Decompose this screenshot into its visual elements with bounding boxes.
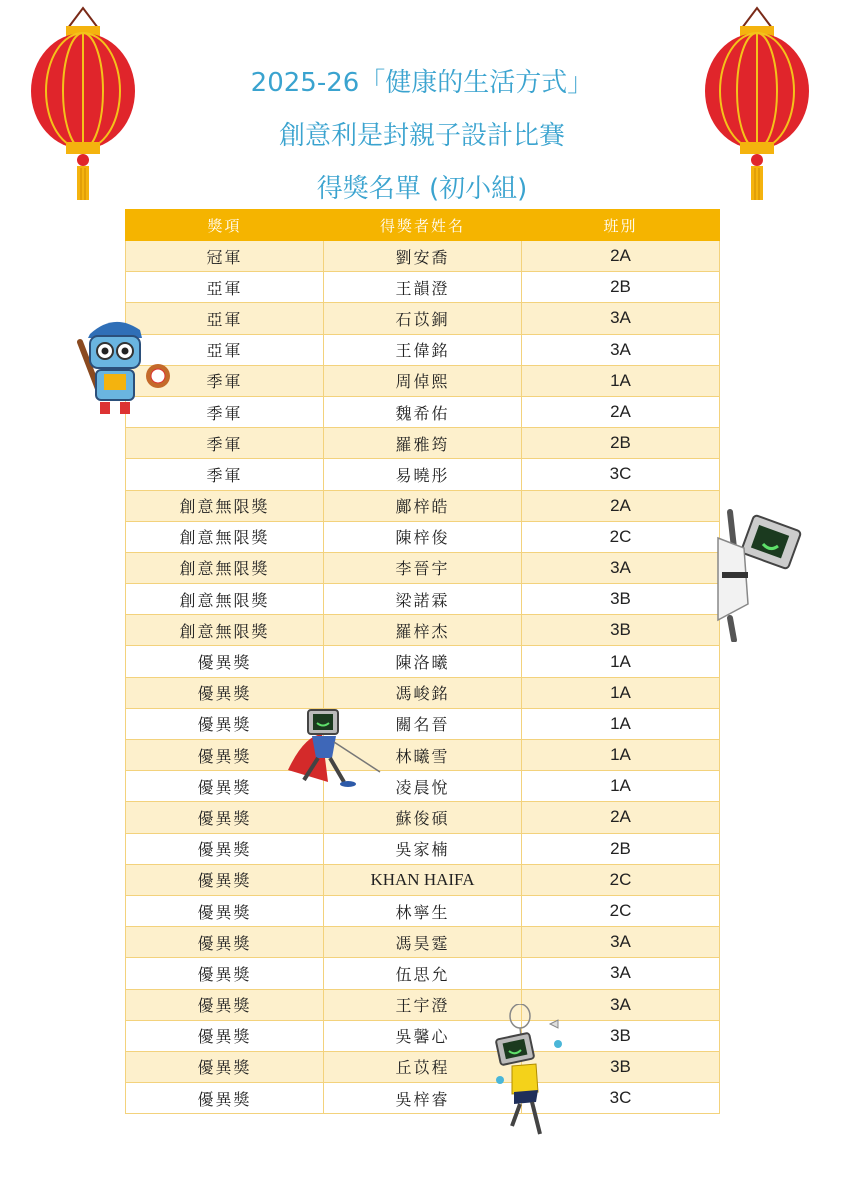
winner-name-cell: 馮昊霆	[324, 927, 522, 958]
table-row	[126, 552, 720, 583]
winner-name-cell: 王韻澄	[324, 272, 522, 303]
winner-name-cell: 吳馨心	[324, 1020, 522, 1051]
award-cell: 優異獎	[126, 864, 324, 895]
table-row	[126, 771, 720, 802]
class-cell: 3A	[522, 303, 720, 334]
class-cell: 2B	[522, 833, 720, 864]
class-cell: 1A	[522, 677, 720, 708]
award-cell: 冠軍	[126, 241, 324, 272]
table-row	[126, 927, 720, 958]
winner-name-cell: 蘇俊碩	[324, 802, 522, 833]
table-row	[126, 895, 720, 926]
award-cell: 優異獎	[126, 677, 324, 708]
winner-name-cell: 魏希佑	[324, 396, 522, 427]
class-cell: 1A	[522, 365, 720, 396]
table-row	[126, 521, 720, 552]
class-cell: 3C	[522, 1083, 720, 1114]
winner-name-cell: 丘苡程	[324, 1051, 522, 1082]
table-row	[126, 740, 720, 771]
award-cell: 優異獎	[126, 771, 324, 802]
table-row	[126, 833, 720, 864]
winner-name-cell: 關名晉	[324, 708, 522, 739]
award-cell: 優異獎	[126, 1083, 324, 1114]
class-cell: 3A	[522, 958, 720, 989]
table-header-row	[126, 210, 720, 241]
table-row	[126, 1051, 720, 1082]
winner-name-cell: 羅梓杰	[324, 615, 522, 646]
class-cell: 2B	[522, 272, 720, 303]
winner-name-cell: 石苡銅	[324, 303, 522, 334]
table-row	[126, 646, 720, 677]
class-cell: 2C	[522, 864, 720, 895]
table-row	[126, 272, 720, 303]
table-row	[126, 334, 720, 365]
award-cell: 優異獎	[126, 708, 324, 739]
winner-name-cell: 周倬熙	[324, 365, 522, 396]
class-cell: 1A	[522, 646, 720, 677]
award-cell: 優異獎	[126, 958, 324, 989]
class-cell: 1A	[522, 771, 720, 802]
table-row	[126, 802, 720, 833]
table-row	[126, 365, 720, 396]
class-cell: 3B	[522, 1051, 720, 1082]
class-cell: 2A	[522, 396, 720, 427]
title-line-2: 創意利是封親子設計比賽	[278, 121, 565, 151]
award-cell: 亞軍	[126, 303, 324, 334]
karate-robot-icon	[708, 508, 804, 642]
winner-name-cell: 吳梓睿	[324, 1083, 522, 1114]
lantern-right-icon	[704, 4, 810, 204]
award-cell: 創意無限獎	[126, 521, 324, 552]
award-cell: 優異獎	[126, 1020, 324, 1051]
class-cell: 3A	[522, 552, 720, 583]
award-cell: 創意無限獎	[126, 490, 324, 521]
winner-name-cell: 伍思允	[324, 958, 522, 989]
award-cell: 亞軍	[126, 334, 324, 365]
award-cell: 優異獎	[126, 927, 324, 958]
header-class: 班別	[522, 210, 720, 241]
baseball-robot-icon	[72, 312, 176, 418]
table-row	[126, 241, 720, 272]
winner-name-cell: 易曉彤	[324, 459, 522, 490]
class-cell: 1A	[522, 708, 720, 739]
table-row	[126, 428, 720, 459]
winner-name-cell: 林曦雪	[324, 740, 522, 771]
table-row	[126, 1020, 720, 1051]
winner-name-cell: 陳梓俊	[324, 521, 522, 552]
class-cell: 3B	[522, 615, 720, 646]
award-cell: 季軍	[126, 428, 324, 459]
award-cell: 亞軍	[126, 272, 324, 303]
table-row	[126, 396, 720, 427]
table-row	[126, 303, 720, 334]
table-row	[126, 490, 720, 521]
award-cell: 優異獎	[126, 802, 324, 833]
class-cell: 3B	[522, 584, 720, 615]
award-cell: 季軍	[126, 396, 324, 427]
table-row	[126, 677, 720, 708]
winner-name-cell: 羅雅筠	[324, 428, 522, 459]
table-row	[126, 615, 720, 646]
header-winner-name: 得獎者姓名	[324, 210, 522, 241]
title-line-3: 得獎名單 (初小組)	[316, 174, 528, 204]
award-cell: 季軍	[126, 459, 324, 490]
class-cell: 2A	[522, 241, 720, 272]
header-award: 獎項	[126, 210, 324, 241]
class-cell: 3C	[522, 459, 720, 490]
class-cell: 1A	[522, 740, 720, 771]
award-cell: 優異獎	[126, 1051, 324, 1082]
class-cell: 3A	[522, 989, 720, 1020]
award-cell: 優異獎	[126, 740, 324, 771]
class-cell: 2A	[522, 802, 720, 833]
class-cell: 2C	[522, 895, 720, 926]
winner-name-cell: 馮峻銘	[324, 677, 522, 708]
winner-name-cell: 吳家楠	[324, 833, 522, 864]
title-line-1: 2025-26「健康的生活方式」	[250, 68, 594, 98]
table-row	[126, 864, 720, 895]
award-cell: 創意無限獎	[126, 552, 324, 583]
winner-name-cell: 王偉銘	[324, 334, 522, 365]
class-cell: 2A	[522, 490, 720, 521]
award-cell: 優異獎	[126, 895, 324, 926]
winner-name-cell: 李晉宇	[324, 552, 522, 583]
winner-name-cell: KHAN HAIFA	[324, 864, 522, 895]
table-row	[126, 459, 720, 490]
fencing-robot-icon	[284, 708, 384, 790]
winner-name-cell: 林寧生	[324, 895, 522, 926]
winner-name-cell: 鄺梓皓	[324, 490, 522, 521]
class-cell: 3A	[522, 927, 720, 958]
class-cell: 3A	[522, 334, 720, 365]
class-cell: 2C	[522, 521, 720, 552]
class-cell: 2B	[522, 428, 720, 459]
award-cell: 優異獎	[126, 646, 324, 677]
table-row	[126, 584, 720, 615]
winner-name-cell: 陳洛曦	[324, 646, 522, 677]
table-row	[126, 1083, 720, 1114]
award-cell: 優異獎	[126, 833, 324, 864]
award-cell: 季軍	[126, 365, 324, 396]
awards-table	[125, 209, 720, 1114]
table-row	[126, 708, 720, 739]
award-cell: 創意無限獎	[126, 584, 324, 615]
table-row	[126, 989, 720, 1020]
winner-name-cell: 梁諾霖	[324, 584, 522, 615]
table-row	[126, 958, 720, 989]
winner-name-cell: 凌晨悅	[324, 771, 522, 802]
winner-name-cell: 王宇澄	[324, 989, 522, 1020]
class-cell: 3B	[522, 1020, 720, 1051]
lantern-left-icon	[30, 4, 136, 204]
winner-name-cell: 劉安喬	[324, 241, 522, 272]
award-cell: 優異獎	[126, 989, 324, 1020]
award-cell: 創意無限獎	[126, 615, 324, 646]
badminton-robot-icon	[492, 1004, 566, 1140]
